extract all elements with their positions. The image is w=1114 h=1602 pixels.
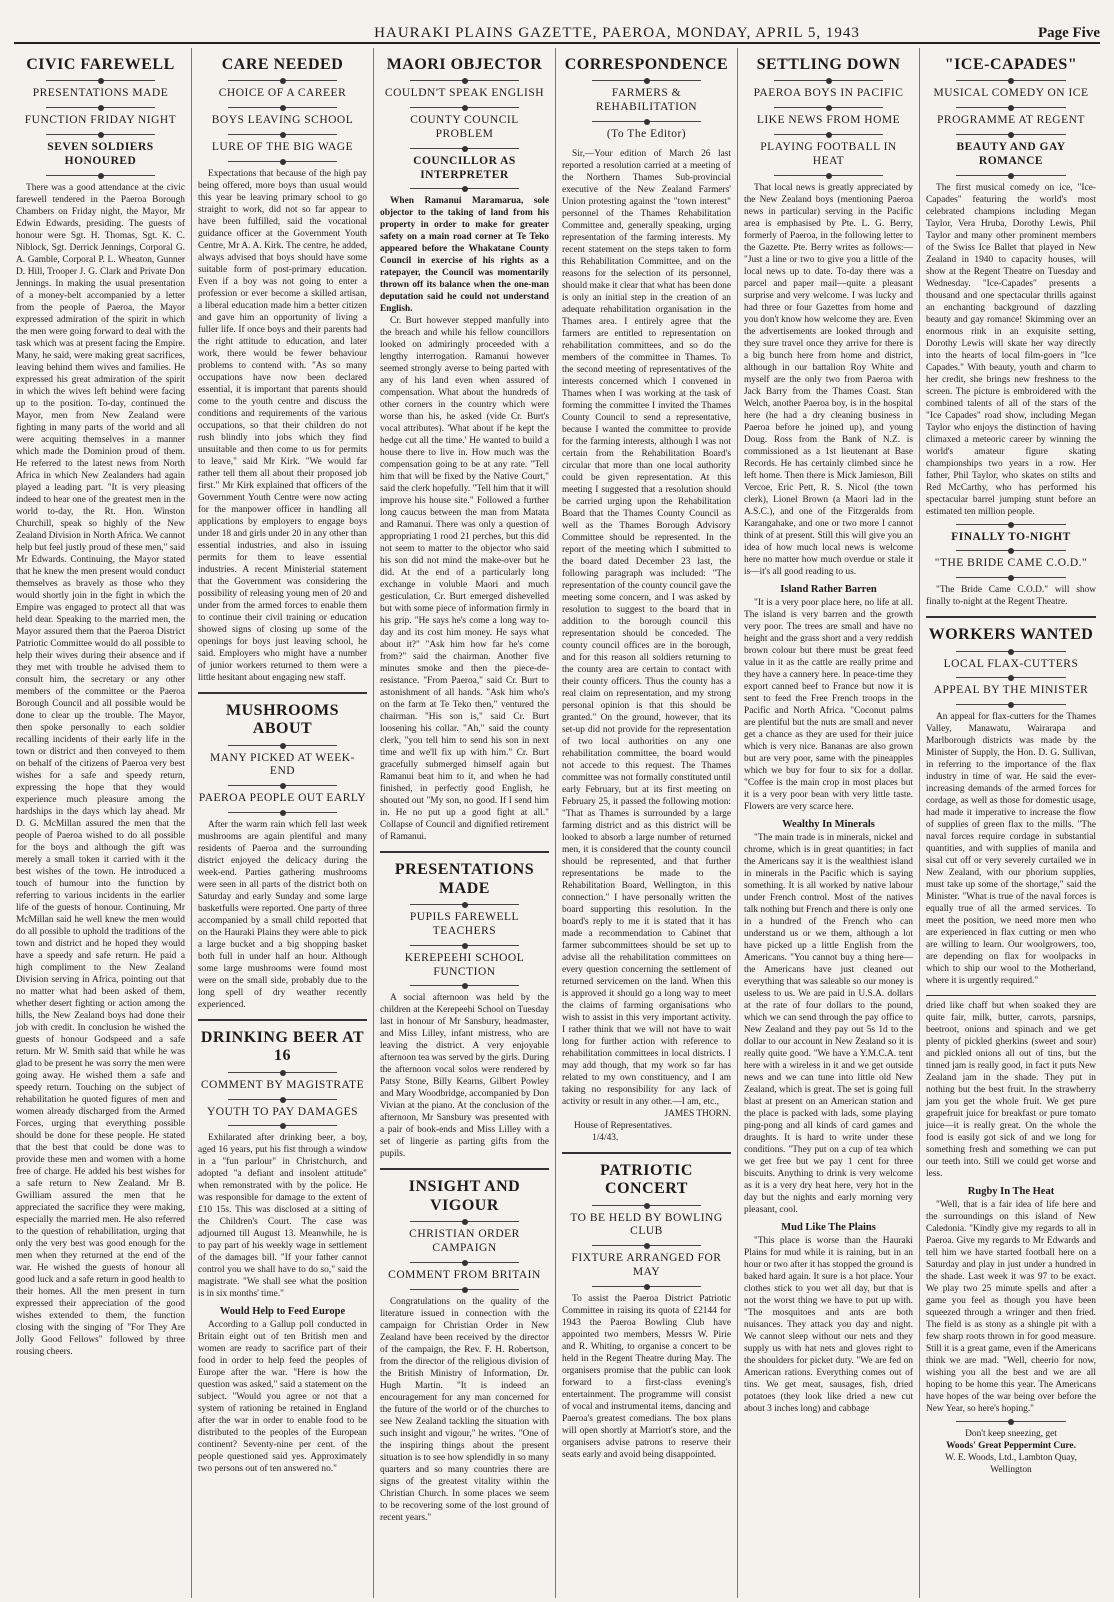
subheading: MANY PICKED AT WEEK-END <box>210 751 355 778</box>
headline: CARE NEEDED <box>221 56 344 73</box>
article-body: Exhilarated after drinking beer, a boy, aged 16 years, put his fist through a window in a "fun parlour" in Christchurch, and adopted "a defiant and insolent attitude" when remonstrated with by the police. He was responsible for damage to the extent of £10 15s. This was disclosed at a sitting of the Children's Court. The case was adjourned till August 13. Meanwhile, he is to pay part of his weekly wage in settlement of the damages bill. "If your father cannot control you we shall have to do so," said the magistrate. "We shall see what the position is in six months' time." <box>198 1133 367 1300</box>
headline: CIVIC FAREWELL <box>26 56 175 73</box>
divider <box>592 121 701 122</box>
article-separator <box>380 851 549 853</box>
article-body: There was a good attendance at the civic farewell tendered in the Paeroa Borough Chambers on Friday night, the Mayor, Mr Edwin Edwards, presiding. The guests of honour were Sgt. H. Thomas, Sgt. K. C. Niblock, Sgt. Derrick Jennings, Corporal G. A. Gamble, Corporal P. L. Wheaton, Gunner D. Hill, Trooper J. G. Clark and Private Don Jennings. In making the usual presentation of a money-belt accompanied by a letter from the people of Paeroa, the Mayor expressed admiration of the spirit in which the men were going forward to deal with the task which was at present facing the Empire. Many, he said, were making great sacrifices, leaving behind them wives and families. He expressed his great admiration of the spirit in which the wives left behind were facing up to the position. To-day, continued the Mayor, men from New Zealand were fighting in many parts of the world and all were acquiting themselves in a manner which made the Dominion proud of them. He referred to the latest news from North Africa in which New Zealanders had again played a leading part. "It is very pleasing indeed to hear one of the greatest men in the world to-day, the Rt. Hon. Winston Churchill, speak so highly of the New Zealand Division in North Africa. We cannot help but feel justly proud of these men," said Mr Edwards. Continuing, the Mayor stated that he knew the men present would conduct themselves as bravely as those who they would shortly join in the fight in which the Empire was engaged to protect all that was held dear. Speaking to the married men, the Mayor assured them that the Paeroa District Patriotic Committee would do all possible to help their wives during their absence and if they met with trouble he advised them to consult him, the secretary or any other members of the committee or the Paeroa Borough Council and all possible would be done to clear up the trouble. The Mayor, then spoke personally to each soldier recalling incidents of their early life in the town or district and then conveyed to them on behalf of the citizens of Paeroa very best wishes for a safe and speedy return, expressing the hope that they would experience much pleasure among the hardships in the days which lay ahead. Mr D. G. McMillan assured the men that the people of Paeroa wished to do all possible for the boys and although the gift was merely a small token it carried with it the best wishes of the town. He introduced a touch of humour into the function by referring to various incidents in the earlier life of the guests of honour. Continuing, Mr McMillan said he well knew the men would do all possible to uphold the traditions of the town and district and he hoped they would have a speedy and safe return. He paid a high compliment to the New Zealand Division serving in Africa, pointing out that no matter what had been asked of them, whether desert fighting or action among the hills, the New Zealand boys had done their job with credit. In conclusion he wished the guests of honour Godspeed and a safe return. Mr W. Smith said that while he was glad to be present he was sorry the men were going away. He wished them a safe and speedy return. Touching on the subject of rehabilitation he quoted figures of men and women already discharged from the Armed Forces, urging that everything possible should be done for these people. He stated that the best that could be done was to provide these men and women with a home free of charge. He added his best wishes for a safe return to New Zealand. Mr B. Gwilliam assured the men that he appreciated the sacrifice they were making, especially the married men. He also referred to the question of rehabilitation, urging that only the very best was good enough for the men when they returned at the end of the war. He wished the guests of honour all good luck and a safe return in good health to their homes. All the men present in turn expressed their appreciation of the good wishes extended to them, the function closing with the singing of "For They Are Jolly Good Fellows" followed by three rousing cheers. <box>16 182 185 1357</box>
article-patriotic-concert <box>562 1162 731 1461</box>
subheading: PROGRAMME AT REGENT <box>937 114 1085 127</box>
subheading: COMMENT FROM BRITAIN <box>388 1268 541 1281</box>
subheading: PUPILS FAREWELL TEACHERS <box>409 911 520 937</box>
headline: "ICE-CAPADES" <box>944 56 1078 73</box>
divider <box>410 1262 519 1263</box>
article-body: "The Bride Came C.O.D." will show finally to-night at the Regent Theatre. <box>926 585 1096 608</box>
article-ice-capades <box>926 56 1096 518</box>
ad-line: Don't keep sneezing, get <box>965 1429 1057 1440</box>
article-separator <box>926 616 1096 618</box>
divider <box>410 107 519 108</box>
article-body: The first musical comedy on ice, "Ice-Capades" featuring the world's most celebrated champions including Megan Taylor, Vera Hruba, Dorothy Lewis, Phil Taylor and many other prominent members of the Swiss Ice Ballet that played in New Zealand in 1940 to capacity houses, will show at the Regent Theatre on Tuesday and Wednesday. "Ice-Capades" presents a thousand and one spectacular thrills against an enchanting background of dazzling beauty and gay romance! Skimming over an enormous rink in an exquisite setting, Dorothy Lewis will skate her way directly into the hearts of local film-goers in "Ice Capades." With beauty, youth and charm to her credit, she brings new freshness to the screen. The picture is embroidered with the combined talents of all of the stars of the "Ice Capades" road show, including Megan Taylor who enjoys the distinction of having climaxed a meteoric career by winning the world's amateur figure skating championships two years in a row. Her father, Phil Taylor, who skates on stilts and Red McCarthy, who has performed his spectacular barrel jumping stunt before an estimated ten million people. <box>926 182 1096 517</box>
divider <box>592 1245 701 1246</box>
subheading: COMMENT BY MAGISTRATE <box>200 1078 365 1091</box>
article-separator <box>198 1019 367 1021</box>
headline: CORRESPONDENCE <box>564 56 729 73</box>
divider <box>410 1289 519 1290</box>
divider <box>956 175 1066 176</box>
subheading: LOCAL FLAX-CUTTERS <box>943 657 1079 670</box>
headline: WORKERS WANTED <box>928 626 1094 644</box>
article-body: "This place is worse than the Hauraki Plains for mud while it is raining, but in an hour or two after it has stopped the ground is baked hard again. It sure is a hot place. Your clothes stick to you wet all day, but that is not the worst thing we have to put up with. "The mosquitoes and ants are both nuisances. They attack you day and night. We cannot sleep without our nets and they supply us with hat nets and gloves right to the shoulders for picket duty. "We are fed on American rations. Everything comes out of tins. We get meat, sausages, fish, dried potatoes (they look like dried a new cut about 3 inches long) and cabbage <box>744 1235 913 1414</box>
headline: SETTLING DOWN <box>756 56 901 73</box>
divider <box>228 80 337 81</box>
column-3 <box>374 48 556 1598</box>
headline: MUSHROOMS ABOUT <box>226 701 339 738</box>
divider <box>956 1421 1066 1422</box>
article-settling-down-continued <box>926 1000 1096 1415</box>
crosshead: Rugby In The Heat <box>967 1186 1055 1198</box>
divider <box>774 107 883 108</box>
masthead <box>14 8 1100 44</box>
column-5 <box>738 48 920 1598</box>
divider <box>592 1286 701 1287</box>
subheading: APPEAL BY THE MINISTER <box>933 684 1089 697</box>
subheading: "THE BRIDE CAME C.O.D." <box>934 557 1088 570</box>
divider <box>956 677 1066 678</box>
article-finally-tonight <box>926 531 1096 609</box>
article-body: Expectations that because of the high pay being offered, more boys than usual would this year be leaving primary school to go straight to work, did not so far appear to have been fulfilled, said the vocational guidance officer at the Government Youth Centre, Mr A. A. Kirk. The centre, he added, always advised that boys should have some suitable form of post-primary education. Even if a boy was not going to enter a profession or ever become a skilled artisan, a liberal education made him a better citizen and gave him an opportunity of living a fuller life. If once boys and their parents had the right attitude to education, and later work, there would be fewer behaviour problems to contend with. "As so many occupations have now been declared essential, it is important that parents should come to the youth centre and discuss the conditions and requirements of the various occupations, so that their children do not rush blindly into jobs which they find unsuitable and then come to us for permits to leave," said Mr Kirk. "We would far rather tell them all about their proposed job first." Mr Kirk explained that officers of the Government Youth Centre were now acting for the manpower officer in handling all applications by employers to engage boys under 18 and girls under 20 in any other than essential industries, and also in issuing permits for them to leave essential industries. A recent Ministerial statement that the Government was considering the possibility of releasing young men of 20 and under from the armed forces to enable them to continue their civil training or education showed signs of closing up some of the openings for boys just leaving school, he said. Employers who might have a number of junior workers returned to them were a little hesitant about engaging new staff. <box>198 168 367 683</box>
article-care-needed <box>198 56 367 684</box>
subheading: BOYS LEAVING SCHOOL <box>211 114 354 127</box>
subheading: FUNCTION FRIDAY NIGHT <box>24 114 177 127</box>
article-mushrooms <box>198 702 367 1011</box>
subheading: FARMERS & REHABILITATION <box>595 87 698 114</box>
subheading: PAEROA BOYS IN PACIFIC <box>753 87 904 100</box>
divider <box>774 175 883 176</box>
divider <box>228 785 337 786</box>
subheading: COUNTY COUNCIL PROBLEM <box>410 114 519 140</box>
headline: MAORI OBJECTOR <box>386 56 543 73</box>
divider <box>410 985 519 986</box>
article-maori-objector <box>380 56 549 843</box>
article-correspondence <box>562 56 731 1144</box>
article-body: An appeal for flax-cutters for the Thames Valley, Manawatu, Wairarapa and Marlborough districts was made by the Minister of Supply, the Hon. D. G. Sullivan, in referring to the importance of the flax industry in time of war. He said the ever-increasing demands of the armed forces for cordage, as well as those for domestic usage, had made it imperative to increase the flow of supplies of green flax to the mills. "The naval forces require cordage in substantial quantities, and with supplies of manila and sisal cut off or very severely curtailed we in New Zealand, with our phorium supplies, must take up some of the shortage," said the Minister. "What is true of the naval forces is equally true of all the armed services. To meet the position, we need more men who are experienced in flax cutting or men who are willing to learn. Our woolgrowers, too, are depending on flax for woolpacks in which to ship our wool to the Motherland, where it is urgently required." <box>926 712 1096 987</box>
crosshead: Mud Like The Plains <box>781 1221 876 1233</box>
subheading: (To The Editor) <box>606 127 687 140</box>
subheading: CHOICE OF A CAREER <box>218 87 347 100</box>
column-2 <box>192 48 374 1598</box>
subheading: CHRISTIAN ORDER CAMPAIGN <box>409 1228 520 1254</box>
article-body: According to a Gallup poll conducted in Britain eight out of ten British men and women are ready to sacrifice part of their food in order to help feed the peoples of Europe after the war. "Here is how the question was asked," said a statement on the subject. "Would you agree or not that a system of rationing be retained in England after the war in order to enable food to be distributed to the peoples of the European continent? Seventy-nine per cent. of the people questioned said yes. Approximately two persons out of ten answered no." <box>198 1320 367 1475</box>
divider <box>592 1205 701 1206</box>
divider <box>228 1099 337 1100</box>
divider <box>956 524 1066 525</box>
divider <box>46 107 155 108</box>
divider <box>956 577 1066 578</box>
divider <box>956 134 1066 135</box>
subheading: BEAUTY AND GAY ROMANCE <box>956 140 1066 167</box>
divider <box>956 550 1066 551</box>
ad-line: Wellington <box>990 1465 1032 1476</box>
article-body: "It is a very poor place here, no life at all. The island is very barren and the growth very poor. The trees are small and have no height and the grass short and a very reddish brown colour but there must be great feed value in it as the cattle are really prime and they have a cannery here. In peace-time they export canned beef to France but now it is sent to feed the Free French troops in the Pacific and North Africa. "Coconut palms are plentiful but the nuts are small and never get a chance as they are used for their juice which is very nice. Bananas are also grown but are very poor, same with the pineapples which we buy for four to six for a dollar. "Coffee is the main crop in most places but it is a very poor bean with very little taste. Flowers are very scarce here. <box>744 597 913 812</box>
divider <box>228 161 337 162</box>
subheading: FINALLY TO-NIGHT <box>951 530 1071 543</box>
crosshead: Would Help to Feed Europe <box>219 1306 346 1318</box>
subheading: SEVEN SOLDIERS HONOURED <box>47 140 154 167</box>
columns <box>10 48 1104 1598</box>
crosshead: Island Rather Barren <box>780 583 877 595</box>
article-civic-farewell <box>16 56 185 1358</box>
article-body: Sir,—Your edition of March 26 last reported a resolution carried at a meeting of the Northern Thames Sub-provincial executive of the New Zealand Farmers' Union protesting against the "town interest" personnel of the Thames Rehabilitation Committee and, generally speaking, urging representation of the farming interests. My recent statement on the steps taken to form this Rehabilitation Committee, and on the reasons for the selection of its personnel, should make it clear that what has been done is only an initial step in the creation of an adequate rehabilitation organisation in the Thames area. I entirely agree that the farmers are entitled to representation on rehabilitation committees, and so do the members of the committee in Thames. To the second meeting of representatives of the interests concerned which I convened in Thames when I was working at the task of forming the committee I invited the Thames County Council to send a representative, because I wanted the committee to provide for the farming interests, although I was not certain from the Rehabilitation Board's circular that more than one local authority could be given representation. At this meeting I suggested that a resolution should be carried urging upon the Rehabilitation Board that the Thames County Council as well as the Thames Borough Advisory Committee should be represented. In the report of the meeting which I submitted to the board dated December 23 last, the following paragraph was included: "The representation of the county council gave the meeting some concern, and I was asked by resolution to suggest to the board that in addition to the borough council this representation should be conceded. The county council offices are in the borough, and for this reason all soldiers returning to the county area are certain to contact with their county officers. Thus the county has a real claim on representation, and my strong personal opinion is that this should be granted." On the ground, however, that its set-up did not provide for the representation of two local authorities on any one rehabilitation committee, the board would not accede to this request. The Thames committee was not formally constituted until early February, but at its first meeting on February 25, it passed the following motion: "That as Thames is surrounded by a large farming district and as this district will be looked to absorb a large number of returned men, it is considered that the county council should be represented, and that further representations be made to the Rehabilitation Board, Wellington, in this connection." I have personally written the board supporting this resolution. In the board's reply to me it is stated that it has made a recommendation to Cabinet that farmer subcommittees should be set up to advise all the rehabilitation committees on every question concerning the settlement of returned servicemen on the land. When this is approved it should go a long way to meet the claims of farming organisations who wish to assist in this very important activity. I rather think that we will not have to wait long for further action with reference to rehabilitation committees in local districts. I may add though, that my work so far has related to my own constituency, and I am taking no responsibility for any lack of activity or result in any other.—I am, etc., <box>562 148 731 1107</box>
masthead-title: HAURAKI PLAINS GAZETTE, PAEROA, MONDAY, APRIL 5, 1943 <box>374 25 860 41</box>
divider <box>228 1072 337 1073</box>
article-settling-down <box>744 56 913 1415</box>
article-body: A social afternoon was held by the children at the Kerepeehi School on Tuesday last in honour of Mr Sansbury, headmaster, and Miss Lilley, infant mistress, who are leaving the district. A very enjoyable afternoon tea was served by the girls. During the afternoon vocal solos were rendered by Patsy Stone, Billy Kearns, Gilbert Powley and Mary Woodbridge, accompanied by Don Vivian at the piano. At the conclusion of the afternoon, Mr Sansbury was presented with a pair of book-ends and Miss Lilley with a set of lingerie as parting gifts from the pupils. <box>380 993 549 1160</box>
divider <box>46 175 155 176</box>
divider <box>410 188 519 189</box>
ad-line: Woods' Great Peppermint Cure. <box>946 1441 1076 1452</box>
divider <box>228 745 337 746</box>
article-separator <box>926 995 1096 996</box>
subheading: LIKE NEWS FROM HOME <box>756 114 901 127</box>
headline: INSIGHT AND VIGOUR <box>408 1178 521 1214</box>
divider <box>228 107 337 108</box>
article-body: "Well, that is a fair idea of life here and the surroundings on this island of New Caledonia. "Kindly give my regards to all in Paeroa. Give my regards to Mr Edwards and tell him we have started football here on a Saturday and play in just under a hundred in the shade. Last week it was 97 to be exact. We play two 25 minute spells and after a game you feel as though you have been squeezed through a wringer and then fried. The field is as stony as a shingle pit with a few sharp roots thrown in for good measure. Still it is a great game, even if the Americans think we are mad. "Well, cheerio for now, wishing you all the best and we are all hoping to be home this year. The Americans have hopes of the war being over before the New Year, so here's hoping." <box>926 1200 1096 1415</box>
divider <box>410 904 519 905</box>
divider <box>956 704 1066 705</box>
divider <box>228 1125 337 1126</box>
column-6 <box>920 48 1102 1598</box>
headline: PRESENTATIONS MADE <box>394 861 535 897</box>
article-drinking-beer <box>198 1029 367 1475</box>
divider <box>228 134 337 135</box>
signature-line: House of Representatives. <box>574 1120 673 1131</box>
subheading: LURE OF THE BIG WAGE <box>211 140 354 153</box>
article-separator <box>198 692 367 694</box>
article-presentations <box>380 861 549 1160</box>
subheading: PLAYING FOOTBALL IN HEAT <box>760 140 897 167</box>
column-1 <box>10 48 192 1598</box>
divider <box>410 80 519 81</box>
article-body: dried like chaff but when soaked they are quite fair, milk, butter, carrots, parsnips, beetroot, onions and spinach and we get plenty of pickled gherkins (sweet and sour) and pickled onions all out of tins, but the tinned jam is really good, in fact it puts New Zealand jam in the shade. They put in nothing but the best fruit. In the strawberry jam you get the whole fruit. We get pure grapefruit juice for breakfast or pure tomato juice—it is really great. On the whole the food is easily got sick of and we long for something fresh and something we can put our teeth into. Still we could get worse and less. <box>926 1001 1096 1180</box>
divider <box>774 80 883 81</box>
article-lead <box>380 195 549 315</box>
subheading: YOUTH TO PAY DAMAGES <box>206 1105 359 1118</box>
article-body: After the warm rain which fell last week mushrooms are again plentiful and many residents of Paeroa and the surrounding district enjoyed the delicacy during the week-end. Parties gathering mushrooms were seen in all parts of the district both on Saturday and early Sunday and some large basketfulls were reported. One party of three accompanied by a small child reported that on the Hauraki Plains they were able to pick a large bucket and a big shopping basket both full in under half an hour. Although some large mushrooms were found most were on the small side, probably due to the long spell of dry weather recently experienced. <box>198 819 367 1010</box>
divider <box>410 148 519 149</box>
page-number: Page Five <box>1037 25 1100 41</box>
divider <box>956 651 1066 652</box>
divider <box>410 1221 519 1222</box>
article-body: "The main trade is in minerals, nickel and chrome, which is in great quantities; in fact the Americans say it is the wealthiest island in minerals in the Pacific which is saying something. It is all worked by native labour under French control. Most of the natives talk nothing but French and there is only one in a hundred of the French who can understand us or we them, although a lot have picked up a little English from the Americans. "You cannot buy a thing here—the Americans have just cleaned out everything that was saleable so our money is useless to us. We are paid in U.S.A. dollars at the rate of four dollars to the pound, which we can send through the pay office to New Zealand and they pay out 5s 1d to the dollar to our account in New Zealand so it is really quite good. "We have a Y.M.C.A. tent here with a wireless in it and we get outside news and we can tune into little old New Zealand, which is great. The set is going full blast at present on an American station and the place is packed with lads, some playing ping-pong and all kinds of card games and draughts. It is hard to write under these conditions. "They put on a cup of tea which we get free but we pay 1 cent for three biscuits. Anything to drink is very welcome as it is a very dry heat here, very hot in the day but the nights and early morning very pleasant, cool. <box>744 832 913 1215</box>
subheading: MUSICAL COMEDY ON ICE <box>933 87 1089 100</box>
article-body: To assist the Paeroa District Patriotic Committee in raising its quota of £2144 for 1943 the Paeroa Bowling Club have appointed two members, Messrs W. Pirie and R. Whiting, to organise a concert to be held in the Regent Theatre during May. The organisers promise that the public can look forward to a first-class evening's entertainment. The programme will consist of vocal and instrumental items, dancing and Paeroa's greatest comedians. The box plans will open shortly at Marriott's store, and the organisers advise patrons to reserve their seats early and avoid being disappointed. <box>562 1293 731 1460</box>
divider <box>956 107 1066 108</box>
divider <box>592 80 701 81</box>
divider <box>46 134 155 135</box>
advertisement <box>926 1428 1096 1476</box>
subheading: COUNCILLOR AS INTERPRETER <box>413 154 516 181</box>
article-body: That local news is greatly appreciated by the New Zealand boys (mentioning Paeroa news in particular) serving in the Pacific area is emphasised by Pte. L. G. Berry, formerly of Paeroa, in the following letter to the Gazette. Pte. Berry writes as follows:— "Just a line or two to give you a little of the local news up to date. To-day there was a parcel and paper mail—quite a pleasant surprise and very welcome. I was lucky and had three or four Gazettes from home and you don't know how welcome they are. Even the advertisements are looked through and they sure travel once they arrive for there is a big bunch here from home and district, although in our battalion Roy White and myself are the only two from Paeroa with Jack Barry from the Thames Coast. Stan Welch, another Paeroa boy, is in the hospital here (he had a dry cleaning business in Paeroa before he joined up), and young Doug. Ross from the Bank of N.Z. is commissioned as a 1st lieutenant at Base Records. He has certainly climbed since he left home. Then there is Mick Jamieson, Bill Vercoe, Eric Pett, R. S. Nicol (the town clerk), Lionel Brown (a Maori lad in the A.S.C.), and one of the Fitzgeralds from Karangahake, and one or two more I cannot think of at present. Still this will give you an idea of how much local news is welcome here no matter how much overdue or stale it is—it's all good reading to us. <box>744 182 913 577</box>
divider <box>46 80 155 81</box>
divider <box>774 134 883 135</box>
subheading: COULDN'T SPEAK ENGLISH <box>384 87 545 100</box>
crosshead: Wealthy In Minerals <box>782 818 875 830</box>
article-separator <box>380 1168 549 1170</box>
subheading: PRESENTATIONS MADE <box>32 87 169 100</box>
subheading: KEREPEEHI SCHOOL FUNCTION <box>404 951 525 978</box>
article-body: Cr. Burt however stepped manfully into the breach and while his fellow councillors looked on admiringly proceeded with a lengthy interrogation. Ramanui however seemed strongly averse to being parted with any of his land even when assured of compensation. What about the hundreds of other corners in the country which were worse than his, he asked (vide Cr. Burt's vocal attributes). 'What about if he kept the hedge cut all the time.' He wanted to build a house there to live in. How much was the compensation going to be at any rate. "Tell him that will be fixed by the Native Court," said the clerk hopefully. "Tell him that it will improve his house site." Followed a further long caucus between the man from Matata and Ramanui. There was only a question of appropriating 1 rood 21 perches, but this did not seem to matter to the objector who said his son did not mind the make-over but he did. At the end of a particularly long exchange in voluble Maori and much gesticulation, Cr. Burt emerged dishevelled but with some piece of information firmly in his grip. "He says he's come a long way to-day and its cost him money. He says what about it?" "Ask him how far he's come from?" said the chairman. Another five minutes smoke and then the piece-de-resistance. "From Paeroa," said Cr. Burt to astonishment of all hands. "Ask him who's on the farm at Te Teko then," ventured the chairman. "His son is," said Cr. Burt loosening his collar. "Ah," said the county clerk, "you tell him to send his son in next time and we'll fix up with him." Cr. Burt gracefully submerged himself again but Ramanui beat him to it, and when he had finished, in perfectly good English, he shouted out "My son, no good. If I send him in. He no put up a good fight at all." Collapse of Council and dignified retirement of Ramanui. <box>380 316 549 843</box>
subheading: FIXTURE ARRANGED FOR MAY <box>571 1252 722 1278</box>
article-body: Congratulations on the quality of the literature issued in connection with the campaign for Christian Order in New Zealand have been received by the director of the campaign, the Rev. F. H. Robertson, from the director of the religious division of the British Ministry of Information, Dr. Hugh Martin. "It is indeed an encouragement for any man concerned for the future of the world or of the churches to see New Zealand tackling the situation with such insight and vigour," he writes. "One of the inspiring things about the present situation is to see how splendidly in so many quarters and so many countries there are signs of the greatest vitality within the Christian Church. In some places we seem to be recovering some of the lost ground of recent years." <box>380 1296 549 1523</box>
column-4 <box>556 48 738 1598</box>
headline: DRINKING BEER AT 16 <box>200 1028 365 1065</box>
divider <box>410 945 519 946</box>
signature: JAMES THORN. <box>664 1108 731 1119</box>
divider <box>956 80 1066 81</box>
subheading: PAEROA PEOPLE OUT EARLY <box>198 792 367 805</box>
subheading: TO BE HELD BY BOWLING CLUB <box>570 1211 723 1238</box>
signature-date: 1/4/43. <box>592 1132 619 1143</box>
divider <box>228 812 337 813</box>
article-workers-wanted <box>926 626 1096 987</box>
lead-paragraph: When Ramanui Maramarua, sole objector to the taking of land from his property in order to make for greater safety on a main road corner at Te Teko appeared before the Whakatane County Council in exercise of his rights as a ratepayer, the Council was momentarily thrown off its balance when the one-man deputation said he could not understand English. <box>380 196 549 315</box>
article-insight-vigour <box>380 1178 549 1523</box>
ad-line: W. E. Woods, Ltd., Lambton Quay, <box>945 1453 1077 1464</box>
article-separator <box>562 1152 731 1154</box>
headline: PATRIOTIC CONCERT <box>600 1161 693 1198</box>
